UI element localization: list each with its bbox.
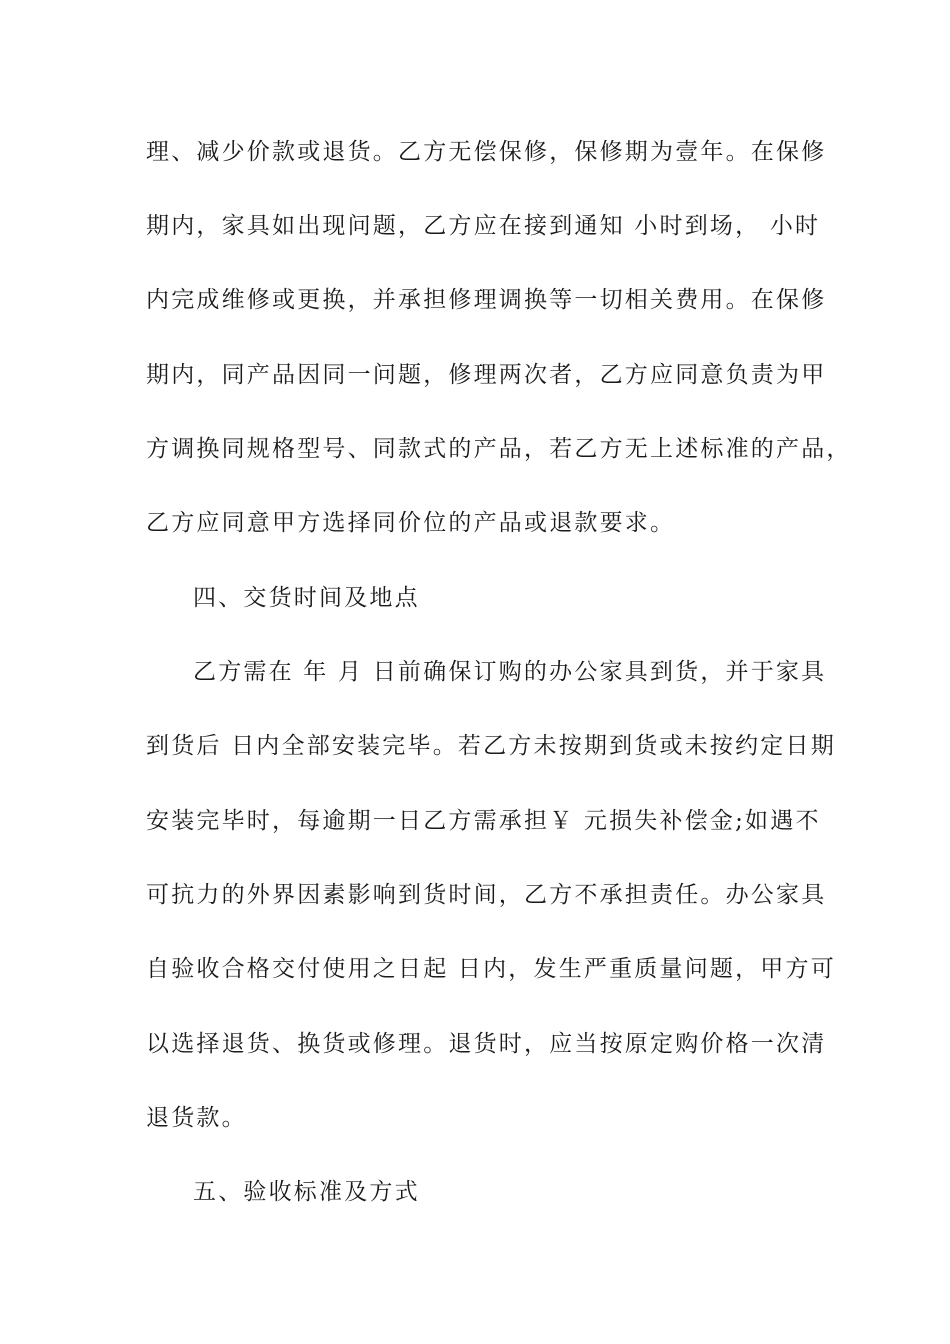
paragraph-line: 方调换同规格型号、同款式的产品，若乙方无上述标准的产品，	[146, 436, 852, 462]
paragraph-line: 乙方应同意甲方选择同价位的产品或退款要求。	[146, 510, 676, 536]
paragraph-line: 自验收合格交付使用之日起 日内，发生严重质量问题，甲方可	[146, 956, 836, 982]
paragraph-line: 理、减少价款或退货。乙方无偿保修，保修期为壹年。在保修	[146, 139, 827, 165]
paragraph-line: 内完成维修或更换，并承担修理调换等一切相关费用。在保修	[146, 287, 827, 313]
paragraph-line: 退货款。	[146, 1105, 247, 1131]
paragraph-line: 期内，家具如出现问题，乙方应在接到通知 小时到场， 小时	[146, 213, 821, 239]
paragraph-line: 以选择退货、换货或修理。退货时，应当按原定购价格一次清	[146, 1031, 827, 1057]
section-heading: 四、交货时间及地点	[193, 585, 420, 611]
paragraph-line: 期内，同产品因同一问题，修理两次者，乙方应同意负责为甲	[146, 362, 827, 388]
paragraph-line: 可抗力的外界因素影响到货时间，乙方不承担责任。办公家具	[146, 882, 827, 908]
paragraph-line: 到货后 日内全部安装完毕。若乙方未按期到货或未按约定日期	[146, 733, 836, 759]
paragraph-line: 安装完毕时，每逾期一日乙方需承担￥ 元损失补偿金;如遇不	[146, 808, 821, 834]
section-heading: 五、验收标准及方式	[193, 1179, 420, 1205]
paragraph-line: 乙方需在 年 月 日前确保订购的办公家具到货，并于家具	[193, 659, 827, 685]
